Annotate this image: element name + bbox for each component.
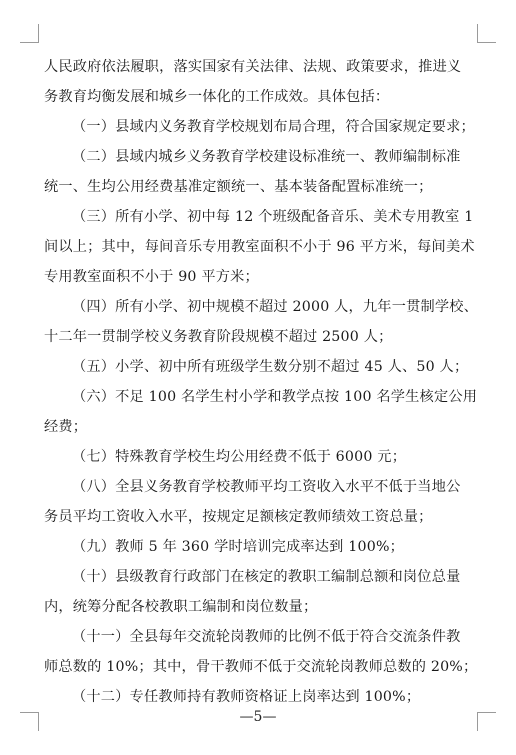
text-line: 统一、生均公用经费基准定额统一、基本装备配置标准统一； [44,179,433,195]
list-item-12: （十二）专任教师持有教师资格证上岗率达到 100%； [72,689,421,705]
list-item-11: （十一）全县每年交流轮岗教师的比例不低于符合交流条件教 [72,629,461,645]
list-item-6: （六）不足 100 名学生村小学和教学点按 100 名学生核定公用 [72,389,478,405]
list-item-2: （二）县域内城乡义务教育学校建设标准统一、教师编制标准 [72,149,461,165]
page-number: —5— [239,709,277,725]
text-line: 内，统筹分配各校教职工编制和岗位数量； [44,599,318,615]
list-item-3: （三）所有小学、初中每 12 个班级配备音乐、美术专用教室 1 [72,209,474,225]
text-line: 间以上；其中，每间音乐专用教室面积不小于 96 平方米，每间美术 [44,239,475,255]
list-item-1: （一）县域内义务教育学校规划布局合理，符合国家规定要求； [72,119,475,135]
text-line: 务教育均衡发展和城乡一体化的工作成效。具体包括： [44,89,390,105]
crop-mark-top-left [20,24,39,43]
text-line: 专用教室面积不小于 90 平方米； [44,269,259,285]
list-item-4: （四）所有小学、初中规模不超过 2000 人，九年一贯制学校、 [72,299,479,315]
text-line: 经费； [44,419,88,435]
document-body [44,52,484,712]
text-line: 十二年一贯制学校义务教育阶段规模不超过 2500 人； [44,329,393,345]
crop-mark-top-right [477,24,496,43]
list-item-10: （十）县级教育行政部门在核定的教职工编制总额和岗位总量 [72,569,461,585]
list-item-9: （九）教师 5 年 360 学时培训完成率达到 100%； [72,539,405,555]
list-item-5: （五）小学、初中所有班级学生数分别不超过 45 人、50 人； [72,359,469,375]
list-item-7: （七）特殊教育学校生均公用经费不低于 6000 元； [72,449,407,465]
text-line: 人民政府依法履职，落实国家有关法律、法规、政策要求，推进义 [44,59,462,75]
text-line: 师总数的 10%；其中，骨干教师不低于交流轮岗教师总数的 20%； [44,659,478,675]
text-line: 务员平均工资收入水平，按规定足额核定教师绩效工资总量； [44,509,433,525]
list-item-8: （八）全县义务教育学校教师平均工资收入水平不低于当地公 [72,479,461,495]
